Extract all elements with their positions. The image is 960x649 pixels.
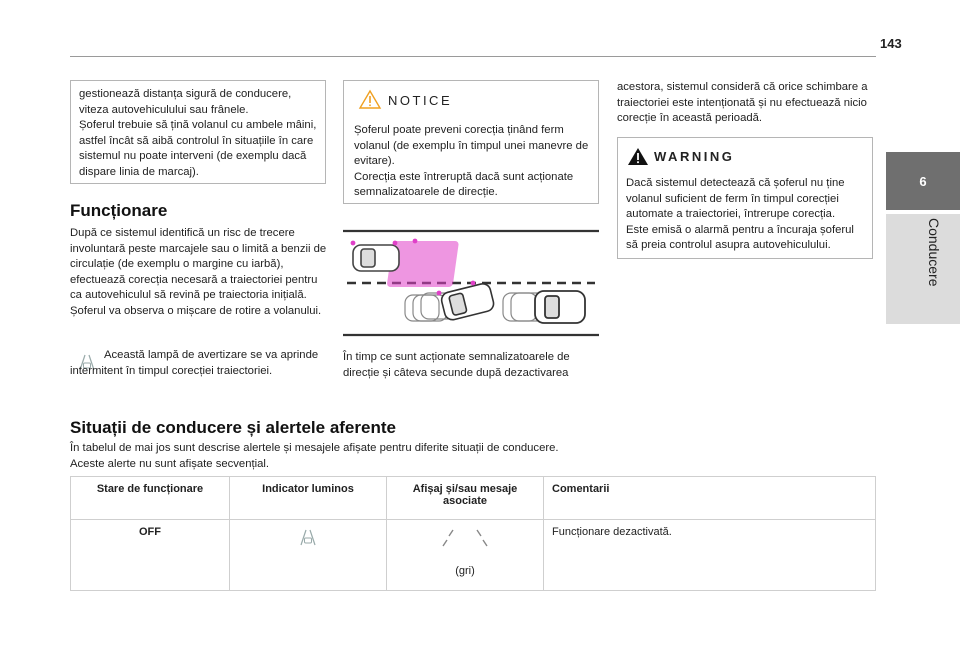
notice-title: NOTICE (388, 93, 453, 108)
warning-triangle-icon (626, 146, 650, 167)
notice-triangle-icon (358, 89, 382, 110)
chapter-tab-text: Conducere (926, 218, 942, 287)
alerts-table (70, 476, 876, 591)
heading-functionare: Funcționare (70, 201, 168, 220)
indicator-cell (230, 520, 387, 591)
continued-box: gestionează distanța sigură de conducere, viteza autovehiculului sau frânele. Șoferul trebuie să țină volanul cu ambele mâini, astfel încât să aibă controlul în situațiile în care sistemul nu poate interveni (de exemplu dacă dispare linia de marcaj). (70, 80, 326, 184)
table-header-cell: Stare de funcționare (71, 477, 230, 520)
lane-assist-warning-icon (297, 526, 319, 548)
table-row (71, 520, 876, 591)
notice-text: Șoferul poate preveni corecția ținând ferm volanul (de exemplu în timpul unei manevre de evitare). Corecția este întreruptă dacă sunt acționate semnalizatoarele de direcție. (354, 124, 589, 199)
header-rule (70, 56, 876, 57)
warning-box (617, 137, 873, 259)
section-intro: În tabelul de mai jos sunt descrise alertele și mesajele afișate pentru diferite situații de conducere. Aceste alerte nu sunt afișate secvențial. (70, 442, 559, 470)
state-cell: OFF (71, 520, 230, 591)
comment-cell: Funcționare dezactivată. (544, 520, 876, 591)
display-cell (387, 520, 544, 591)
warning-text: Dacă sistemul detectează că șoferul nu ține volanul suficient de ferm în timpul corecției automate a traiectoriei, întrerupe corecția. Este emisă o alarmă pentru a încuraja șoferul să preia controlul asupra autovehiculului. (626, 177, 854, 252)
table-header-cell: Afișaj și/sau mesaje asociate (387, 477, 544, 520)
functionare-paragraph: După ce sistemul identifică un risc de trecere involuntară peste marcajele sau o limită a benzii de circulație (de exemplu o margine cu iarbă), efectuează corecția necesară a traiectoriei pentru ca autovehiculul să revină pe traiectoria inițială. Șoferul va observa o mișcare de rotire a volanului. (70, 227, 327, 317)
signals-paragraph: În timp ce sunt acționate semnalizatoarele de direcție și câteva secunde după dezactivarea (343, 351, 570, 379)
table-header-cell: Comentarii (544, 477, 876, 520)
table-header-cell: Indicator luminos (230, 477, 387, 520)
lamp-text: Această lampă de avertizare se va aprinde intermitent în timpul corecției traiectoriei. (70, 349, 319, 377)
lane-correction-illustration (343, 227, 599, 339)
table-header-row (71, 477, 876, 520)
display-caption: (gri) (455, 565, 475, 577)
intentional-paragraph: acestora, sistemul consideră că orice schimbare a traiectoriei este intenționată și nu efectuează nicio corecție în această perioadă. (617, 81, 868, 125)
lane-lines-grey-icon (435, 526, 495, 550)
section-heading: Situații de conducere și alertele aferente (70, 418, 396, 437)
chapter-tab-number[interactable]: 6 (886, 152, 960, 210)
warning-title: WARNING (654, 149, 735, 164)
page-number: 143 (880, 36, 902, 51)
chapter-tab-label[interactable] (886, 214, 960, 324)
notice-box (343, 80, 599, 204)
